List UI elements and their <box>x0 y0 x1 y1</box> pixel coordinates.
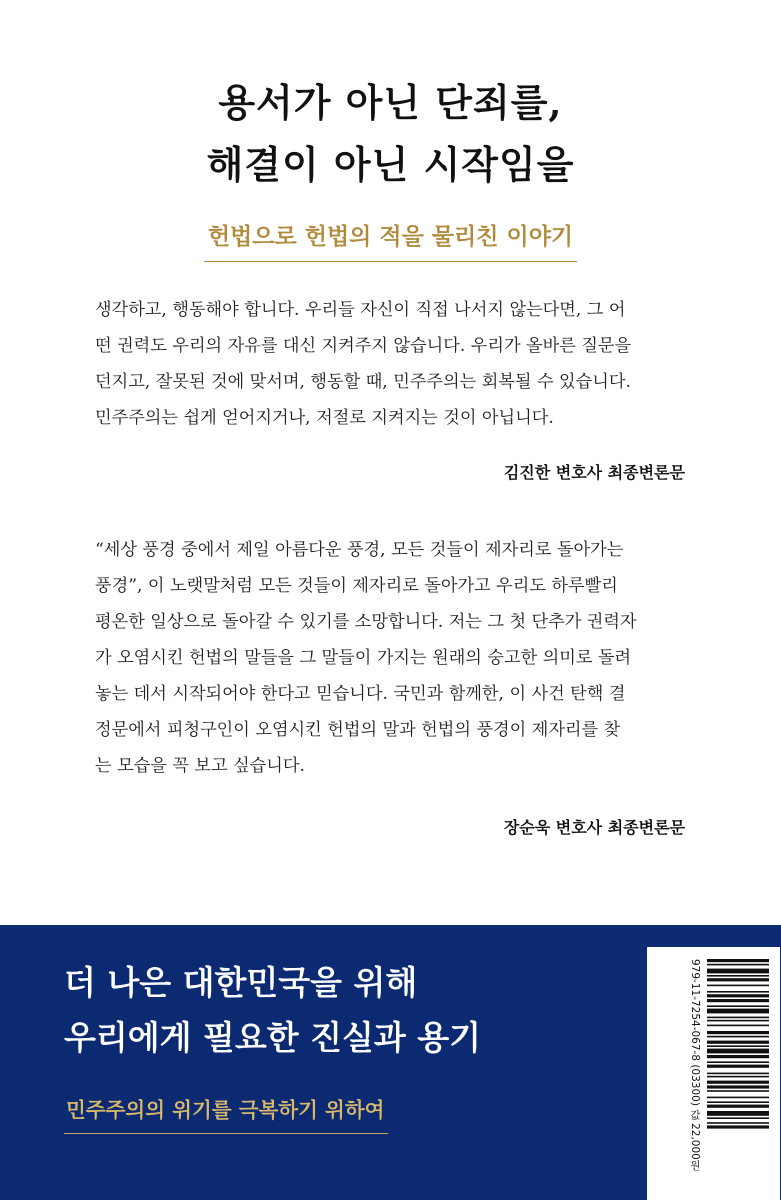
quote-2-line: 풍경”, 이 노랫말처럼 모든 것들이 제자리로 돌아가고 우리도 하루빨리 <box>95 576 618 596</box>
quote-1-line: 떤 권력도 우리의 자유를 대신 지켜주지 않습니다. 우리가 올바른 질문을 <box>95 336 632 356</box>
headline-line-2: 해결이 아닌 시작임을 <box>206 142 575 187</box>
barcode-bar <box>707 1073 769 1075</box>
quote-1-line: 민주주의는 쉽게 얻어지거나, 저절로 지켜지는 것이 아닙니다. <box>95 408 554 428</box>
barcode-bar <box>707 1081 769 1084</box>
quote-2-line: 는 모습을 꼭 보고 싶습니다. <box>95 756 305 776</box>
barcode-bar <box>707 999 769 1002</box>
barcode-bar <box>707 964 769 966</box>
quote-1-line: 생각하고, 행동해야 합니다. 우리들 자신이 직접 나서지 않는다면, 그 어 <box>95 300 626 320</box>
barcode-bar <box>707 1031 769 1034</box>
bottom-band <box>0 925 781 1200</box>
isbn-text: 979-11-7254-067-8 (03300) 값 22,000원 <box>689 959 701 1171</box>
headline <box>0 72 781 196</box>
quote-2-line: 놓는 데서 시작되어야 한다고 믿습니다. 국민과 함께한, 이 사건 탄핵 결 <box>95 684 626 704</box>
barcode-bar <box>707 994 769 997</box>
barcode-bar <box>707 1049 769 1054</box>
barcode-bar <box>707 1101 769 1103</box>
quote-2-line: 정문에서 피청구인이 오염시킨 헌법의 말과 헌법의 풍경이 제자리를 찾 <box>95 720 621 740</box>
band-title-line-2: 우리에게 필요한 진실과 용기 <box>64 1018 482 1057</box>
quote-2-line: 평온한 일상으로 돌아갈 수 있기를 소망합니다. 저는 그 첫 단추가 권력자 <box>95 612 637 632</box>
subtitle: 헌법으로 헌법의 적을 물리친 이야기 <box>204 218 577 262</box>
barcode-bar <box>707 978 769 981</box>
barcode-bar <box>707 1005 769 1007</box>
barcode-bar <box>707 1076 769 1078</box>
barcode-bar <box>707 959 769 962</box>
barcode-bar <box>707 1065 769 1068</box>
barcode-bar <box>707 1017 769 1019</box>
headline-line-1: 용서가 아닌 단죄를, <box>218 80 563 125</box>
barcode-bar <box>707 1122 769 1124</box>
barcode-bar <box>707 985 769 987</box>
barcode-bar <box>707 1009 769 1014</box>
barcode-bar <box>707 1117 769 1119</box>
barcode-bar <box>707 975 769 977</box>
barcode-bar <box>707 1125 769 1128</box>
subtitle-wrap <box>0 218 781 262</box>
band-title-line-1: 더 나은 대한민국을 위해 <box>64 963 418 1002</box>
barcode-bar <box>707 1020 769 1022</box>
barcode-bar <box>707 1025 769 1027</box>
quote-2-signature: 장순욱 변호사 최종변론문 <box>503 818 685 837</box>
quote-2-line: 가 오염시킨 헌법의 말들을 그 말들이 가지는 원래의 숭고한 의미로 돌려 <box>95 648 632 668</box>
barcode-bar <box>707 1090 769 1092</box>
barcode-bar <box>707 1055 769 1058</box>
quote-2 <box>95 532 685 784</box>
barcode-bar <box>707 1105 769 1108</box>
barcode-bar <box>707 1085 769 1088</box>
barcode-box <box>647 947 780 1200</box>
barcode-bar <box>707 991 769 993</box>
band-subtitle: 민주주의의 위기를 극복하기 위하여 <box>64 1093 388 1134</box>
barcode-bar <box>707 1036 769 1038</box>
quote-1-line: 던지고, 잘못된 것에 맞서며, 행동할 때, 민주주의는 회복될 수 있습니다. <box>95 372 631 392</box>
barcode-bar <box>707 1041 769 1044</box>
barcode-bar <box>707 969 769 974</box>
quote-1 <box>95 292 685 436</box>
band-title <box>64 955 481 1065</box>
barcode-bar <box>707 1061 769 1063</box>
quote-2-line: “세상 풍경 중에서 제일 아름다운 풍경, 모든 것들이 제자리로 돌아가는 <box>95 540 624 560</box>
barcode-bar <box>707 1097 769 1099</box>
quote-1-signature: 김진한 변호사 최종변론문 <box>503 463 685 482</box>
barcode-icon <box>655 955 772 1192</box>
barcode-bar <box>707 1045 769 1047</box>
barcode-bar <box>707 1111 769 1116</box>
